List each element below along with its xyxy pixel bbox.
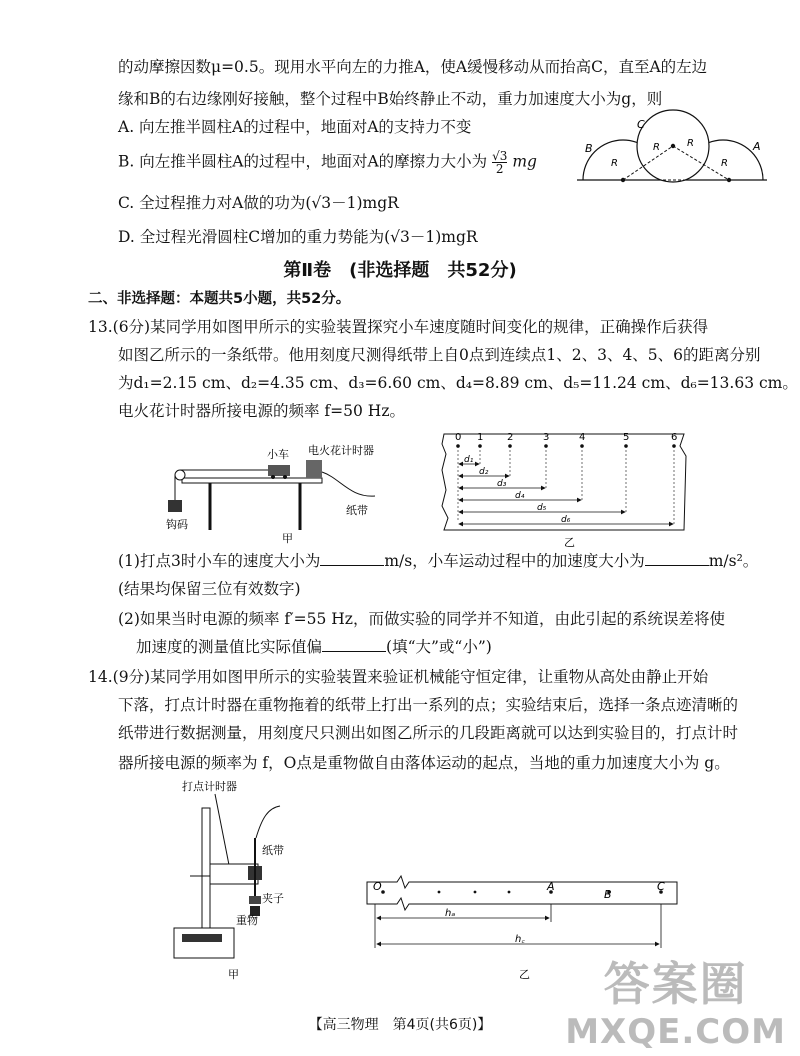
label-r-1: R bbox=[611, 158, 618, 169]
q13-sub2-line1: (2)如果当时电源的频率 f′=55 Hz，而做实验的同学并不知道，由此引起的系统误差将使 bbox=[118, 610, 725, 628]
tape-14-outline bbox=[367, 876, 677, 910]
tape-point-label-1: 1 bbox=[477, 432, 484, 443]
answer-blank-acceleration[interactable] bbox=[645, 551, 709, 566]
distance-label-3: d₃ bbox=[497, 479, 507, 489]
fraction-numerator: 3 bbox=[499, 149, 508, 163]
distance-label-1: d₁ bbox=[464, 455, 474, 465]
distance-label-6: d₆ bbox=[561, 515, 571, 525]
q13-line-3: 为d₁=2.15 cm、d₂=4.35 cm、d₃=6.60 cm、d₄=8.89 cm、d₅=11.24 cm、d₆=13.63 cm。 bbox=[118, 374, 798, 392]
label-clip: 夹子 bbox=[262, 892, 284, 905]
distance-label-5: d₅ bbox=[537, 503, 547, 513]
q13-sub1 bbox=[118, 550, 758, 572]
label-tape: 纸带 bbox=[346, 504, 368, 517]
point-a: A bbox=[547, 880, 555, 893]
point-b: B bbox=[604, 888, 612, 901]
q13-sub2-line2 bbox=[136, 636, 492, 658]
watermark bbox=[565, 957, 786, 1056]
label-b: B bbox=[585, 142, 593, 155]
tape-point-label-2: 2 bbox=[507, 432, 514, 443]
q12-option-d: D. 全过程光滑圆柱C增加的重力势能为(√3－1)mgR bbox=[118, 228, 478, 246]
q12-option-c: C. 全过程推力对A做的功为(√3－1)mgR bbox=[118, 194, 399, 212]
q12-line-2: 缘和B的右边缘刚好接触，整个过程中B始终静止不动，重力加速度大小为g，则 bbox=[118, 90, 663, 108]
label-r-3: R bbox=[687, 138, 694, 149]
spark-timer bbox=[306, 460, 322, 478]
distance-label-2: d₂ bbox=[479, 467, 489, 477]
caption-jia-14: 甲 bbox=[228, 968, 239, 981]
q12-cylinder-figure bbox=[575, 104, 770, 186]
section-title: 第Ⅱ卷 (非选择题 共52分) bbox=[283, 260, 517, 281]
watermark-line-2: MXQE.COM bbox=[565, 1012, 786, 1052]
answer-blank-velocity[interactable] bbox=[320, 551, 384, 566]
clip bbox=[249, 896, 261, 904]
q14-line-4: 器所接电源的频率为 f，O点是重物做自由落体运动的起点，当地的重力加速度大小为 g。 bbox=[118, 754, 730, 772]
tape-point-label-0: 0 bbox=[455, 432, 462, 443]
base-box bbox=[174, 928, 234, 958]
label-timer-14: 打点计时器 bbox=[182, 780, 237, 793]
watermark-line-1: 答案圈 bbox=[603, 957, 748, 1011]
q13-sub1-note: (结果均保留三位有效数字) bbox=[118, 580, 301, 598]
fraction-denominator: 2 bbox=[495, 162, 504, 176]
q13-line-2: 如图乙所示的一条纸带。他用刻度尺测得纸带上自0点到连续点1、2、3、4、5、6的距离分别 bbox=[118, 346, 761, 364]
q12-option-b bbox=[118, 150, 537, 175]
q13-apparatus-figure bbox=[160, 438, 420, 546]
caption-jia: 甲 bbox=[282, 532, 293, 545]
distance-label-4: d₄ bbox=[515, 491, 525, 501]
tape-point-label-3: 3 bbox=[543, 432, 550, 443]
label-weight-14: 重物 bbox=[236, 914, 258, 927]
q13-line-4: 电火花计时器所接电源的频率 f=50 Hz。 bbox=[118, 402, 405, 420]
option-b-unit: mg bbox=[512, 152, 537, 171]
q13-line-1: 13.(6分)某同学用如图甲所示的实验装置探究小车速度随时间变化的规律，正确操作后获得 bbox=[88, 318, 709, 336]
q13-tape-figure bbox=[440, 426, 700, 548]
q12-line-1: 的动摩擦因数μ=0.5。现用水平向左的力推A，使A缓慢移动从而抬高C，直至A的左边 bbox=[118, 58, 708, 76]
label-a: A bbox=[753, 140, 761, 153]
label-tape-14: 纸带 bbox=[262, 844, 284, 857]
sub1-text-a: (1)打点3时小车的速度大小为 bbox=[118, 552, 321, 570]
answer-blank-bias[interactable] bbox=[322, 637, 386, 652]
label-timer: 电火花计时器 bbox=[308, 444, 374, 457]
q12-option-a: A. 向左推半圆柱A的过程中，地面对A的支持力不变 bbox=[118, 118, 472, 136]
tape-point-label-4: 4 bbox=[579, 432, 586, 443]
fraction: $\frac{√3}{2}$ bbox=[492, 149, 508, 176]
caption-yi-14: 乙 bbox=[519, 968, 530, 981]
label-hc: h꜀ bbox=[515, 934, 525, 945]
sub2-text-c: (填“大”或“小”) bbox=[386, 638, 492, 656]
q14-line-3: 纸带进行数据测量，用刻度尺只测出如图乙所示的几段距离就可以达到实验目的，打点计时 bbox=[118, 724, 739, 742]
pulley bbox=[175, 470, 185, 480]
point-c: C bbox=[657, 880, 665, 893]
cart bbox=[268, 465, 290, 476]
point-o: O bbox=[373, 880, 382, 893]
section-intro: 二、非选择题：本题共5小题，共52分。 bbox=[88, 291, 351, 307]
caption-yi: 乙 bbox=[564, 536, 575, 548]
page-footer: 【高三物理 第4页(共6页)】 bbox=[308, 1017, 492, 1033]
tape-point-label-5: 5 bbox=[623, 432, 630, 443]
q14-line-1: 14.(9分)某同学用如图甲所示的实验装置来验证机械能守恒定律，让重物从高处由静止开始 bbox=[88, 668, 709, 686]
label-ha: hₐ bbox=[445, 908, 456, 919]
q14-apparatus-figure bbox=[160, 778, 310, 983]
sub2-text-b: 加速度的测量值比实际值偏 bbox=[136, 638, 323, 656]
label-r-4: R bbox=[721, 158, 728, 169]
label-car: 小车 bbox=[267, 448, 289, 461]
label-weight: 钩码 bbox=[166, 518, 188, 531]
q14-line-2: 下落，打点计时器在重物拖着的纸带上打出一系列的点；实验结束后，选择一条点迹清晰的 bbox=[118, 696, 739, 714]
sub1-text-c: m/s²。 bbox=[708, 552, 759, 570]
tape-point-label-6: 6 bbox=[671, 432, 678, 443]
sub1-text-b: m/s，小车运动过程中的加速度大小为 bbox=[384, 552, 645, 570]
track bbox=[182, 478, 322, 483]
label-c: C bbox=[637, 118, 645, 131]
option-b-text: B. 向左推半圆柱A的过程中，地面对A的摩擦力大小为 bbox=[118, 152, 488, 171]
label-r-2: R bbox=[653, 142, 660, 153]
hook-weight bbox=[168, 500, 182, 512]
